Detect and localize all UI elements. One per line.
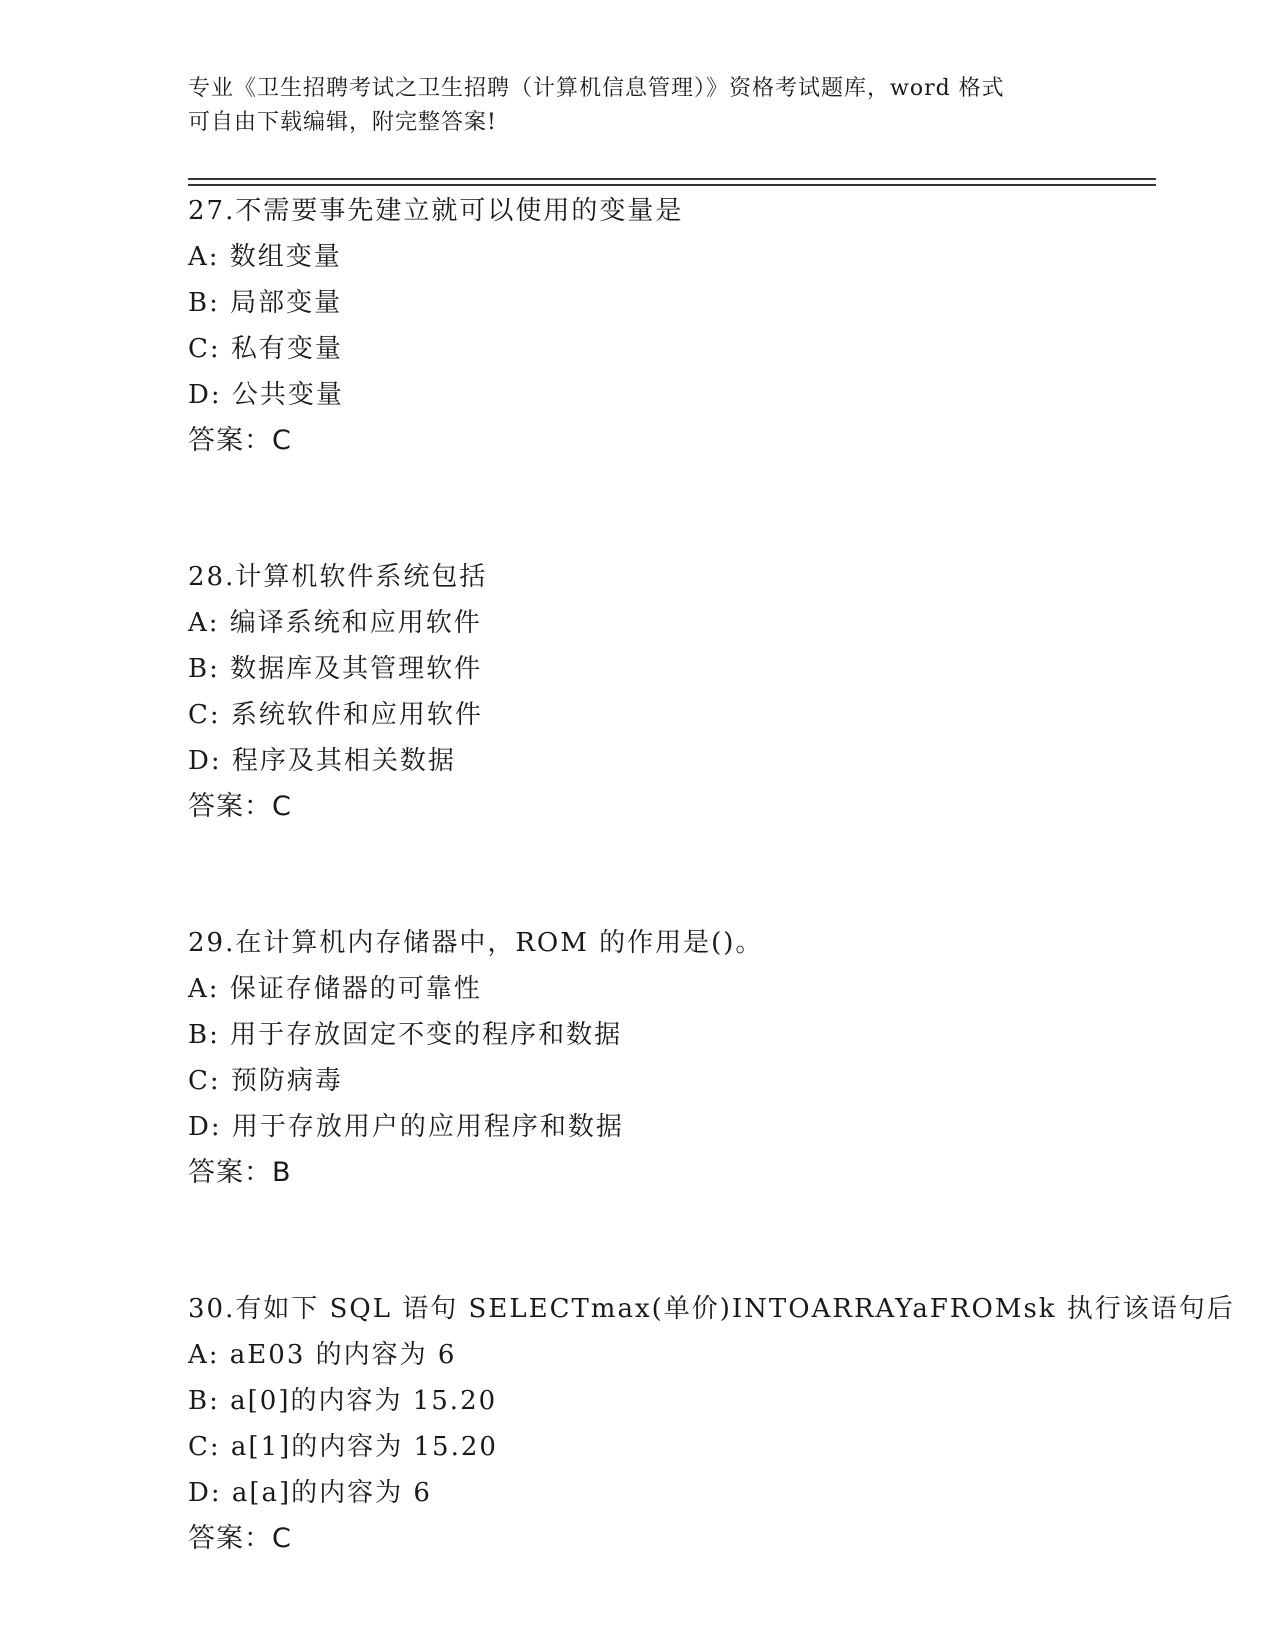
question-spacer xyxy=(188,830,1188,920)
option-d: D: 程序及其相关数据 xyxy=(188,746,456,776)
header-divider-top xyxy=(188,178,1156,180)
answer-line: 答案：C xyxy=(188,791,292,822)
option-b: B: a[0]的内容为 15.20 xyxy=(188,1386,498,1416)
question-list xyxy=(188,188,1235,1562)
option-a: A: 编译系统和应用软件 xyxy=(188,608,482,638)
question-28 xyxy=(188,554,1188,830)
option-b: B: 数据库及其管理软件 xyxy=(188,654,483,684)
header-divider-bottom xyxy=(188,184,1156,186)
option-a: A: 保证存储器的可靠性 xyxy=(188,974,482,1004)
header-line-1: 专业《卫生招聘考试之卫生招聘（计算机信息管理）》资格考试题库，word 格式 xyxy=(188,76,1005,101)
question-stem: 29.在计算机内存储器中，ROM 的作用是()。 xyxy=(188,928,764,958)
question-27 xyxy=(188,188,1188,464)
option-a: A: aE03 的内容为 6 xyxy=(188,1340,457,1370)
question-29 xyxy=(188,920,1188,1196)
question-stem: 30.有如下 SQL 语句 SELECTmax(单价)INTOARRAYaFROMsk 执行该语句后 xyxy=(188,1294,1235,1324)
question-spacer xyxy=(188,1196,1188,1286)
option-d: D: 公共变量 xyxy=(188,380,344,410)
header-line-2: 可自由下载编辑，附完整答案! xyxy=(188,110,497,135)
question-stem: 28.计算机软件系统包括 xyxy=(188,562,488,592)
answer-line: 答案：B xyxy=(188,1157,292,1188)
option-c: C: a[1]的内容为 15.20 xyxy=(188,1432,498,1462)
option-d: D: 用于存放用户的应用程序和数据 xyxy=(188,1112,624,1142)
option-d: D: a[a]的内容为 6 xyxy=(188,1478,432,1508)
answer-line: 答案：C xyxy=(188,1523,292,1554)
option-c: C: 系统软件和应用软件 xyxy=(188,700,483,730)
question-30 xyxy=(188,1286,1235,1562)
option-b: B: 用于存放固定不变的程序和数据 xyxy=(188,1020,623,1050)
question-spacer xyxy=(188,464,1188,554)
option-a: A: 数组变量 xyxy=(188,242,342,272)
option-c: C: 私有变量 xyxy=(188,334,343,364)
answer-line: 答案：C xyxy=(188,425,292,456)
option-b: B: 局部变量 xyxy=(188,288,343,318)
question-stem: 27.不需要事先建立就可以使用的变量是 xyxy=(188,196,684,226)
option-c: C: 预防病毒 xyxy=(188,1066,343,1096)
document-header xyxy=(188,72,1088,140)
